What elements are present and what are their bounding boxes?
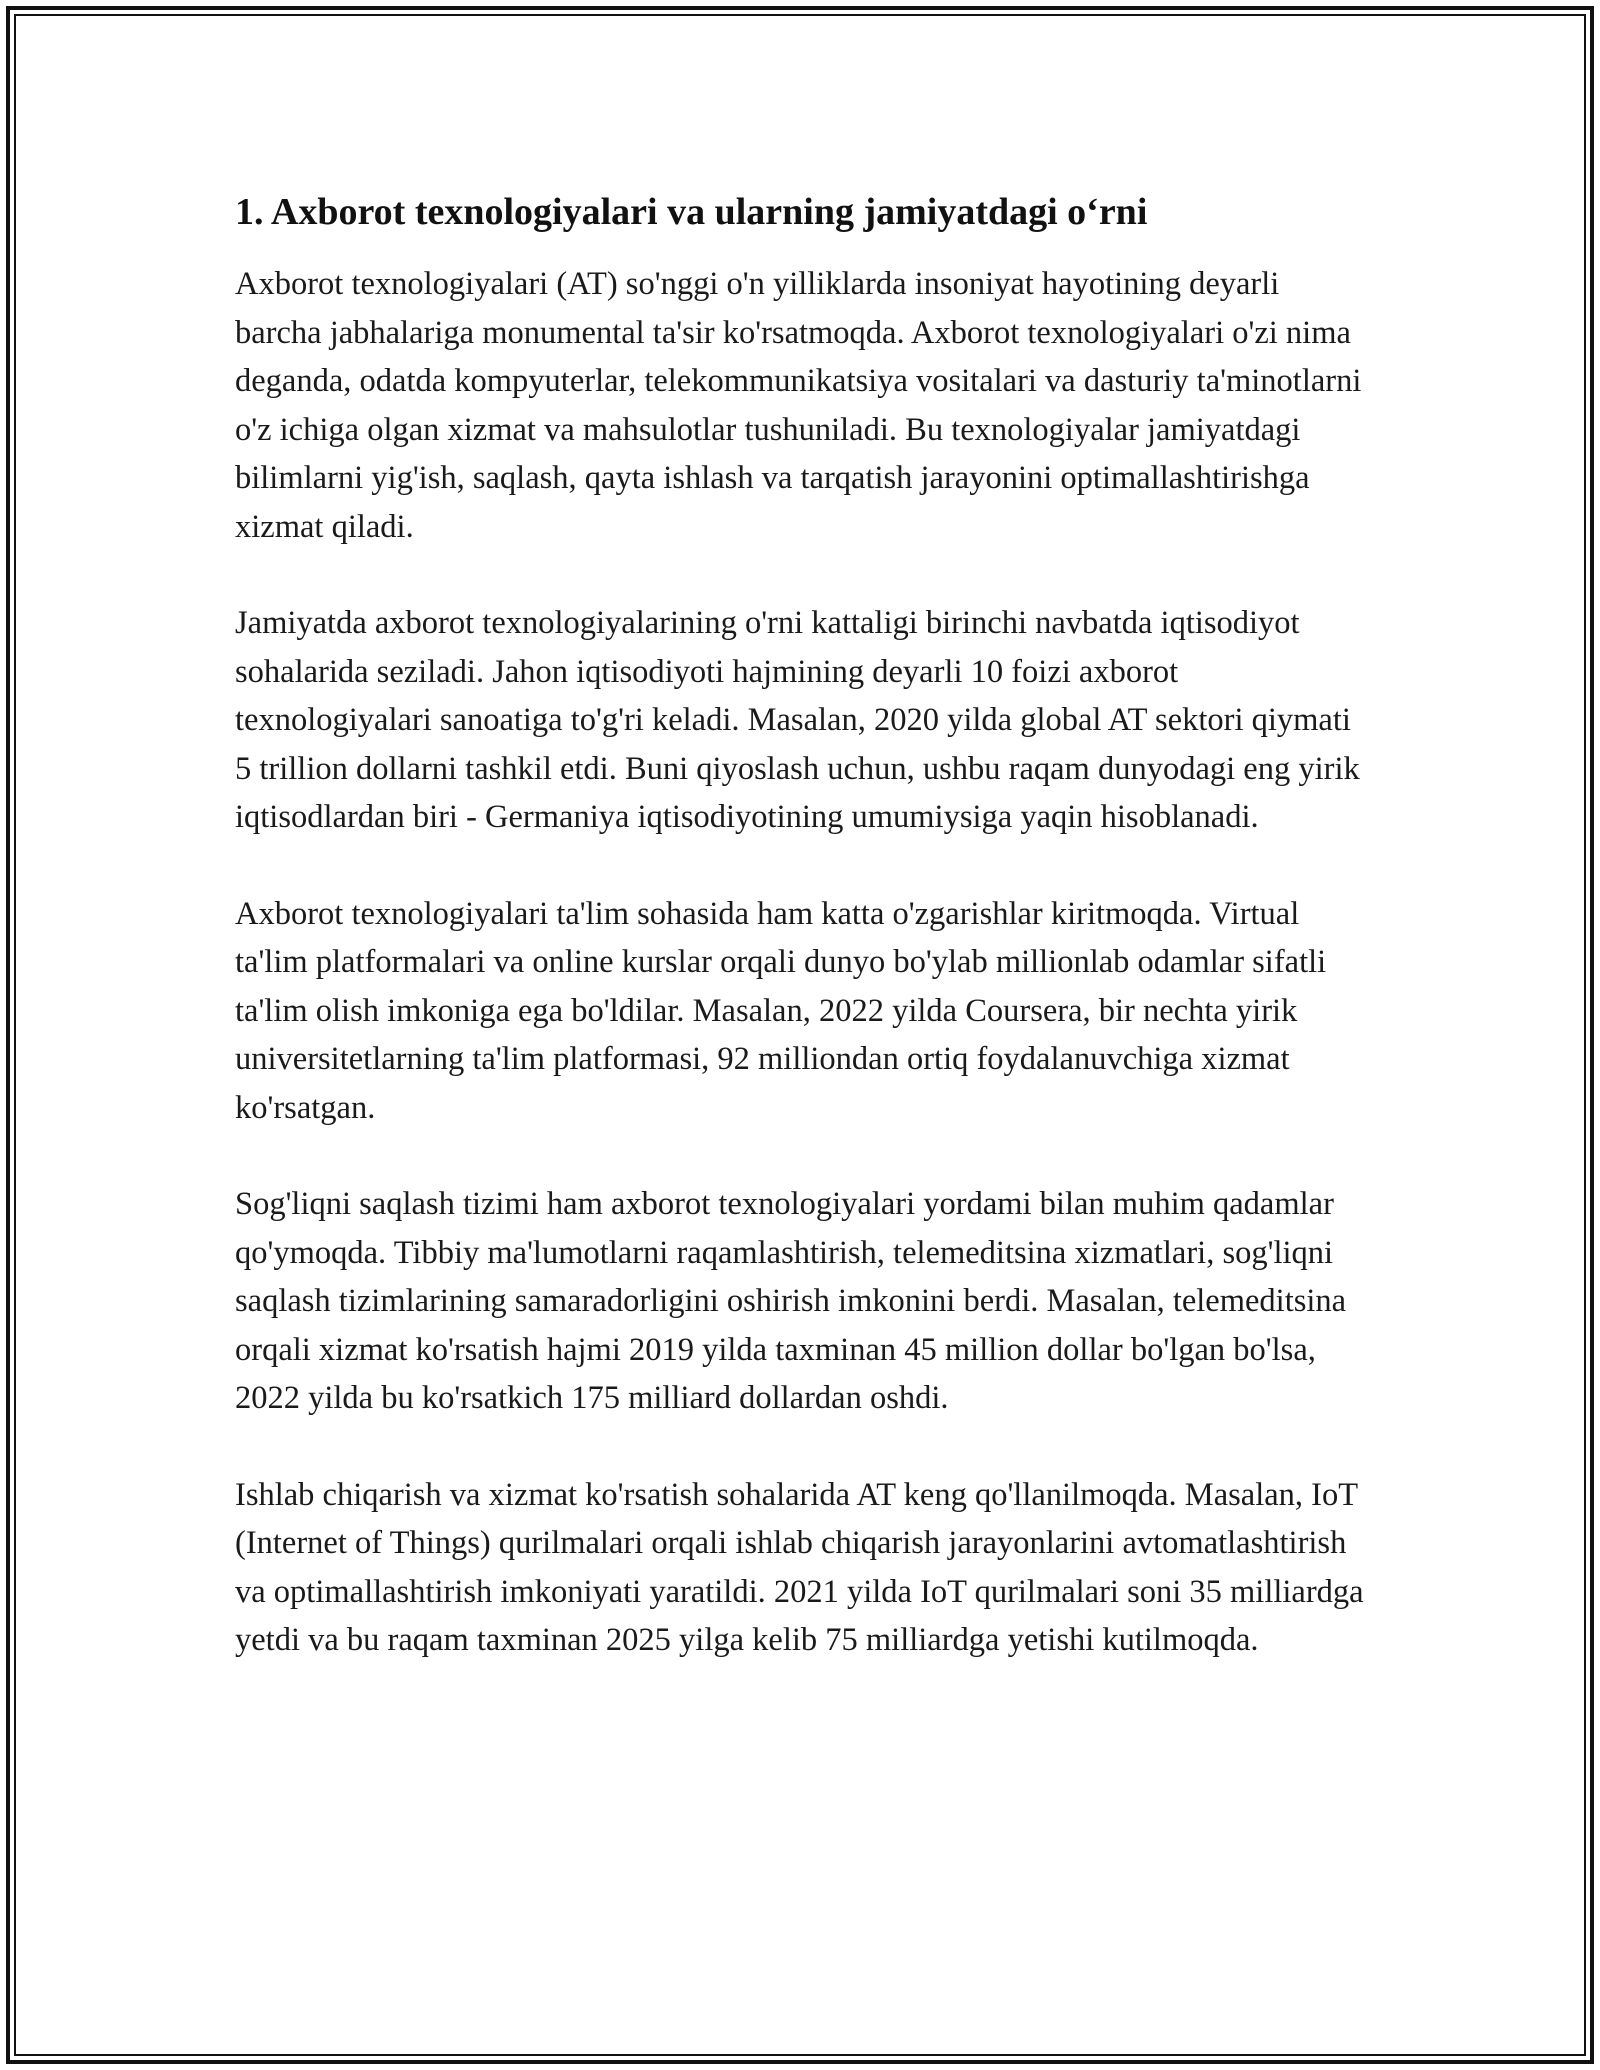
- section-heading: 1. Axborot texnologiyalari va ularning jamiyatdagi o‘rni: [235, 191, 1148, 233]
- paragraph-healthcare: Sog'liqni saqlash tizimi ham axborot texnologiyalari yordami bilan muhim qadamlar qo'ymoqda. Tibbiy ma'lumotlarni raqamlashtirish, telemeditsina xizmatlari, sog'liqni saqlash tizimlarining samaradorligini oshirish imkonini berdi. Masalan, telemeditsina orqali xizmat ko'rsatish hajmi 2019 yilda taxminan 45 million dollar bo'lgan bo'lsa, 2022 yilda bu ko'rsatkich 175 milliard dollardan oshdi.: [235, 1186, 1347, 1416]
- paragraph-education: Axborot texnologiyalari ta'lim sohasida ham katta o'zgarishlar kiritmoqda. Virtual ta'lim platformalari va online kurslar orqali dunyo bo'ylab millionlab odamlar sifatli ta'lim olish imkoniga ega bo'ldilar. Masalan, 2022 yilda Coursera, bir nechta yirik universitetlarning ta'lim platformasi, 92 milliondan ortiq foydalanuvchiga xizmat ko'rsatgan.: [235, 895, 1327, 1126]
- paragraph-economy: Jamiyatda axborot texnologiyalarining o'rni kattaligi birinchi navbatda iqtisodiyot sohalarida seziladi. Jahon iqtisodiyoti hajmining deyarli 10 foizi axborot texnologiyalari sanoatiga to'g'ri keladi. Masalan, 2020 yilda global AT sektori qiymati 5 trillion dollarni tashkil etdi. Buni qiyoslash uchun, ushbu raqam dunyodagi eng yirik iqtisodlardan biri - Germaniya iqtisodiyotining umumiysiga yaqin hisoblanadi.: [235, 605, 1360, 835]
- document-body: [235, 182, 1365, 1713]
- paragraph-intro: Axborot texnologiyalari (AT) so'nggi o'n yilliklarda insoniyat hayotining deyarli barcha jabhalariga monumental ta'sir ko'rsatmoqda. Axborot texnologiyalari o'zi nima deganda, odatda kompyuterlar, telekommunikatsiya vositalari va dasturiy ta'minotlarni o'z ichiga olgan xizmat va mahsulotlar tushuniladi. Bu texnologiyalar jamiyatdagi bilimlarni yig'ish, saqlash, qayta ishlash va tarqatish jarayonini optimallashtirishga xizmat qiladi.: [235, 266, 1362, 545]
- paragraph-industry: Ishlab chiqarish va xizmat ko'rsatish sohalarida AT keng qo'llanilmoqda. Masalan, IoT (Internet of Things) qurilmalari orqali ishlab chiqarish jarayonlarini avtomatlashtirish va optimallashtirish imkoniyati yaratildi. 2021 yilda IoT qurilmalari soni 35 milliardga yetdi va bu raqam taxminan 2025 yilga kelib 75 milliardga yetishi kutilmoqda.: [235, 1476, 1364, 1658]
